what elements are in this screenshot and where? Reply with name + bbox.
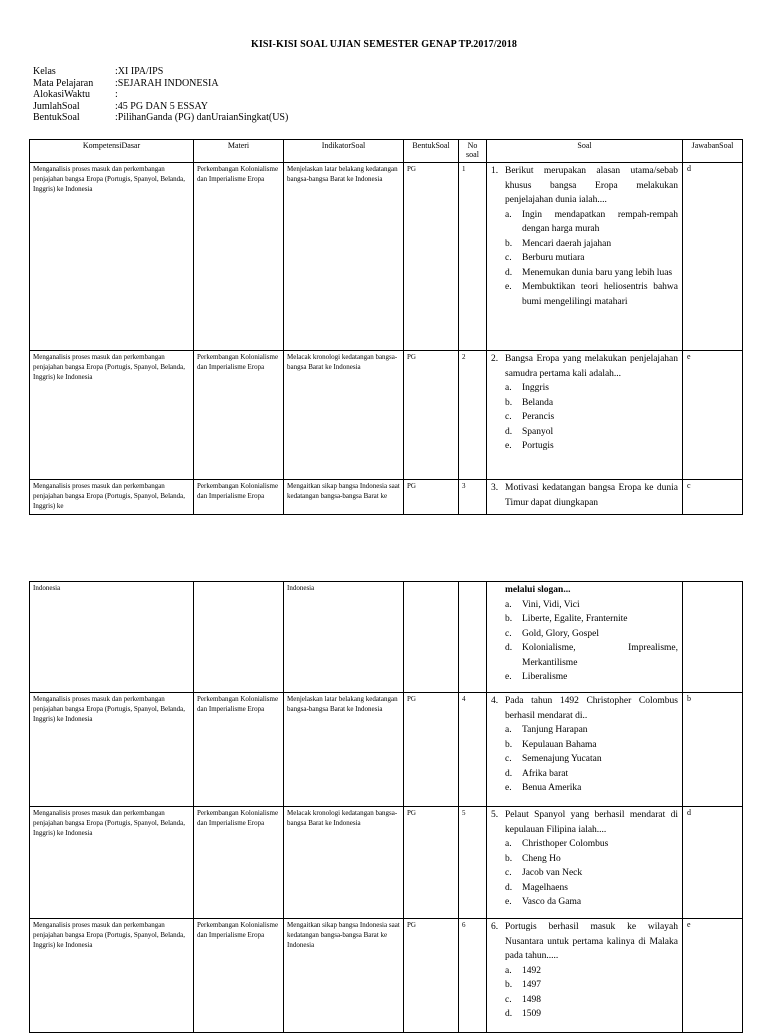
option	[491, 852, 678, 867]
option-letter: a.	[505, 725, 512, 735]
option-letter: c.	[505, 412, 512, 422]
option-letter: e.	[505, 897, 512, 907]
soal-cell	[487, 480, 683, 515]
option-letter: a.	[505, 209, 512, 220]
table-row	[30, 480, 743, 515]
option	[491, 978, 678, 993]
option-letter: c.	[505, 628, 512, 639]
option-letter: a.	[505, 383, 512, 393]
question-text: Pelaut Spanyol yang berhasil mendarat di kepulauan Filipina ialah....	[505, 810, 678, 835]
option-text: Belanda	[522, 397, 554, 408]
option	[491, 881, 678, 896]
option-text: Vasco da Gama	[522, 897, 582, 907]
option	[491, 993, 678, 1008]
option-letter: e.	[505, 441, 512, 451]
question-text: Portugis berhasil masuk ke wilayah Nusantara untuk pertama kalinya di Malaka pada tahun.....	[505, 922, 678, 961]
meta-value: :	[115, 89, 118, 100]
materi-cell	[194, 582, 284, 693]
option-text: Liberalisme	[522, 672, 568, 682]
indikator-cell	[284, 480, 404, 515]
question-number: 6.	[491, 922, 499, 932]
kompetensi-dasar-cell	[30, 480, 194, 515]
option-text: Liberte, Egalite, Franternite	[522, 614, 628, 624]
soal-cell	[487, 919, 683, 1033]
option	[491, 641, 678, 670]
option	[491, 425, 678, 440]
option	[491, 381, 678, 396]
option-text: Gold, Glory, Gospel	[522, 628, 599, 639]
table-row	[30, 163, 743, 351]
option-letter: d.	[505, 643, 513, 653]
question-number: 1.	[491, 166, 499, 176]
option	[491, 237, 678, 252]
bentuk-soal-cell: PG	[404, 351, 459, 480]
option-letter: b.	[505, 980, 513, 990]
meta-value: :45 PG DAN 5 ESSAY	[115, 100, 208, 112]
option	[491, 837, 678, 852]
question	[491, 808, 678, 837]
meta-value: :XI IPA/IPS	[115, 66, 164, 77]
question	[491, 481, 678, 510]
header-indikator-soal: IndikatorSoal	[284, 140, 404, 163]
option-letter: b.	[505, 397, 513, 408]
kompetensi-dasar-cell: Menganalisis proses masuk dan perkembangan penjajahan bangsa Eropa (Portugis, Spanyol, Belanda, Inggris) ke Indonesia	[30, 351, 194, 480]
materi-cell: Perkembangan Kolonialisme dan Imperialisme Eropa	[194, 807, 284, 919]
indikator-cell: Mengaitkan sikap bangsa Indonesia saat kedatangan bangsa-bangsa Barat ke Indonesia	[284, 919, 404, 1033]
option-letter: c.	[505, 994, 512, 1005]
option-letter: d.	[505, 426, 513, 437]
table-row-continuation	[30, 582, 743, 693]
no-soal-cell: 4	[459, 693, 487, 807]
option-text: Perancis	[522, 412, 555, 422]
bentuk-soal-cell: PG	[404, 480, 459, 515]
indikator-cell: Melacak kronologi kedatangan bangsa-bangsa Barat ke Indonesia	[284, 807, 404, 919]
jawaban-cell: d	[683, 807, 743, 919]
jawaban-cell	[683, 582, 743, 693]
option-text: Membuktikan teori heliosentris bahwa bumi mengelilingi matahari	[522, 282, 678, 307]
question-text: Berikut merupakan alasan utama/sebab khusus bangsa Eropa melakukan penjelajahan dunia ialah....	[505, 166, 678, 205]
option	[491, 410, 678, 425]
table-row	[30, 807, 743, 919]
option	[491, 738, 678, 753]
option-text: Ingin mendapatkan rempah-rempah dengan harga murah	[522, 209, 678, 234]
bentuk-soal-cell: PG	[404, 163, 459, 351]
option-text: 1497	[522, 980, 541, 990]
bentuk-soal-cell: PG	[404, 807, 459, 919]
option	[491, 627, 678, 642]
table-row	[30, 693, 743, 807]
option-letter: b.	[505, 614, 513, 624]
meta-label: Kelas	[33, 66, 56, 77]
option-letter: d.	[505, 882, 513, 893]
soal-cell	[487, 582, 683, 693]
question-text: Motivasi kedatangan bangsa Eropa ke dunia Timur dapat diungkapan	[505, 483, 678, 508]
soal-cell	[487, 807, 683, 919]
materi-cell: Perkembangan Kolonialisme dan Imperialisme Eropa	[194, 163, 284, 351]
indikator-cell: Menjelaskan latar belakang kedatangan bangsa-bangsa Barat ke Indonesia	[284, 163, 404, 351]
kisi-kisi-table-page-1	[29, 139, 743, 515]
table-row	[30, 351, 743, 480]
option	[491, 752, 678, 767]
bentuk-soal-cell	[404, 582, 459, 693]
meta-label: AlokasiWaktu	[33, 89, 90, 100]
question	[491, 694, 678, 723]
option-text: Jacob van Neck	[522, 868, 583, 878]
bentuk-soal-cell: PG	[404, 693, 459, 807]
option-text: 1498	[522, 994, 541, 1005]
materi-cell	[194, 480, 284, 515]
meta-mata-pelajaran	[33, 78, 288, 90]
option	[491, 1007, 678, 1022]
header-jawaban-soal: JawabanSoal	[683, 140, 743, 163]
question-clip	[491, 481, 678, 512]
kompetensi-dasar-cell: Menganalisis proses masuk dan perkembangan penjajahan bangsa Eropa (Portugis, Spanyol, Belanda, Inggris) ke Indonesia	[30, 693, 194, 807]
header-materi: Materi	[194, 140, 284, 163]
kisi-kisi-table-page-2	[29, 581, 743, 1033]
question-number: 2.	[491, 354, 499, 364]
question-number: 3.	[491, 483, 499, 493]
option-letter: e.	[505, 783, 512, 793]
materi-cell: Perkembangan Kolonialisme dan Imperialisme Eropa	[194, 351, 284, 480]
question-number: 4.	[491, 696, 499, 706]
meta-value: :PilihanGanda (PG) danUraianSingkat(US)	[115, 112, 289, 123]
option-text: Benua Amerika	[522, 783, 582, 793]
indikator-cell: Melacak kronologi kedatangan bangsa-bangsa Barat ke Indonesia	[284, 351, 404, 480]
option	[491, 598, 678, 613]
question-clip	[491, 920, 678, 1030]
question-text: Bangsa Eropa yang melakukan penjelajahan samudra pertama kali adalah...	[505, 354, 678, 379]
option-text: Magelhaens	[522, 882, 568, 893]
jawaban-cell: e	[683, 351, 743, 480]
option	[491, 280, 678, 309]
option-letter: b.	[505, 238, 513, 249]
option-letter: d.	[505, 1009, 513, 1019]
meta-label: Mata Pelajaran	[33, 77, 94, 89]
option-text: Portugis	[522, 441, 554, 451]
option-text: Mencari daerah jajahan	[522, 238, 612, 249]
no-soal-cell: 1	[459, 163, 487, 351]
option-text: Menemukan dunia baru yang lebih luas	[522, 267, 673, 278]
question-number: 5.	[491, 810, 499, 820]
option	[491, 767, 678, 782]
table-row	[30, 919, 743, 1033]
meta-jumlah-soal	[33, 101, 288, 113]
bentuk-soal-cell: PG	[404, 919, 459, 1033]
option-letter: b.	[505, 739, 513, 750]
materi-cell: Perkembangan Kolonialisme dan Imperialisme Eropa	[194, 693, 284, 807]
option	[491, 251, 678, 266]
option	[491, 866, 678, 881]
no-soal-cell: 5	[459, 807, 487, 919]
soal-cell	[487, 351, 683, 480]
meta-value: :SEJARAH INDONESIA	[115, 77, 219, 89]
question-text: Pada tahun 1492 Christopher Colombus berhasil mendarat di..	[505, 696, 678, 721]
meta-bentuk-soal	[33, 112, 288, 124]
option-text: Semenajung Yucatan	[522, 754, 602, 764]
option-text: Tanjung Harapan	[522, 725, 588, 735]
document-meta	[33, 66, 288, 124]
option-letter: a.	[505, 839, 512, 849]
soal-cell	[487, 163, 683, 351]
option-text: Inggris	[522, 383, 549, 393]
option-text: Afrika barat	[522, 768, 569, 779]
materi-cell: Perkembangan Kolonialisme dan Imperialisme Eropa	[194, 919, 284, 1033]
option	[491, 266, 678, 281]
option-letter: c.	[505, 754, 512, 764]
option	[491, 723, 678, 738]
option-text: Berburu mutiara	[522, 253, 585, 263]
jawaban-cell: d	[683, 163, 743, 351]
option-text: Spanyol	[522, 426, 554, 437]
header-kompetensi-dasar: KompetensiDasar	[30, 140, 194, 163]
option-letter: d.	[505, 267, 513, 278]
option-text: Kepulauan Bahama	[522, 739, 597, 750]
materi-text: Perkembangan Kolonialisme dan Imperialisme Eropa	[197, 482, 279, 500]
option-letter: a.	[505, 599, 512, 610]
option	[491, 781, 678, 796]
indikator-cell: Menjelaskan latar belakang kedatangan bangsa-bangsa Barat ke Indonesia	[284, 693, 404, 807]
meta-label: JumlahSoal	[33, 100, 80, 112]
kompetensi-dasar-cell: Menganalisis proses masuk dan perkembangan penjajahan bangsa Eropa (Portugis, Spanyol, Belanda, Inggris) ke Indonesia	[30, 919, 194, 1033]
option-letter: b.	[505, 853, 513, 864]
option	[491, 396, 678, 411]
option-text: Cheng Ho	[522, 853, 561, 864]
option-letter: e.	[505, 282, 512, 292]
kompetensi-dasar-cell: Menganalisis proses masuk dan perkembangan penjajahan bangsa Eropa (Portugis, Spanyol, Belanda, Inggris) ke Indonesia	[30, 807, 194, 919]
jawaban-cell: e	[683, 919, 743, 1033]
meta-alokasi-waktu	[33, 89, 288, 101]
table-header-row	[30, 140, 743, 163]
kompetensi-dasar-cell: Indonesia	[30, 582, 194, 693]
option-text: 1492	[522, 965, 541, 976]
jawaban-cell: c	[683, 480, 743, 515]
question-tail: melalui slogan...	[505, 585, 571, 595]
option-text: 1509	[522, 1009, 541, 1019]
header-soal: Soal	[487, 140, 683, 163]
option	[491, 208, 678, 237]
document-title: KISI-KISI SOAL UJIAN SEMESTER GENAP TP.2017/2018	[251, 39, 517, 50]
option-text: Vini, Vidi, Vici	[522, 599, 580, 610]
option	[491, 439, 678, 454]
option	[491, 964, 678, 979]
question	[491, 352, 678, 381]
option-text: Christhoper Colombus	[522, 839, 609, 849]
meta-label: BentukSoal	[33, 112, 80, 123]
jawaban-cell: b	[683, 693, 743, 807]
soal-cell	[487, 693, 683, 807]
option-letter: a.	[505, 965, 512, 976]
no-soal-cell	[459, 582, 487, 693]
option-letter: c.	[505, 868, 512, 878]
question	[491, 164, 678, 208]
indikator-cell: Indonesia	[284, 582, 404, 693]
no-soal-cell: 3	[459, 480, 487, 515]
kompetensi-dasar-cell: Menganalisis proses masuk dan perkembangan penjajahan bangsa Eropa (Portugis, Spanyol, Belanda, Inggris) ke Indonesia	[30, 163, 194, 351]
option	[491, 895, 678, 910]
option	[491, 670, 678, 685]
question	[491, 920, 678, 964]
option-letter: d.	[505, 768, 513, 779]
kompetensi-dasar-text: Menganalisis proses masuk dan perkembangan penjajahan bangsa Eropa (Portugis, Spanyol, Belanda, Inggris) ke	[33, 482, 186, 510]
no-soal-cell: 6	[459, 919, 487, 1033]
indikator-text: Mengaitkan sikap bangsa Indonesia saat kedatangan bangsa-bangsa Barat ke	[287, 482, 400, 500]
no-soal-cell: 2	[459, 351, 487, 480]
meta-kelas	[33, 66, 288, 78]
option-text: Kolonialisme, Imprealisme, Merkantilisme	[522, 643, 678, 668]
header-no-soal: No soal	[459, 140, 487, 163]
header-bentuk-soal: BentukSoal	[404, 140, 459, 163]
option-letter: c.	[505, 253, 512, 263]
option	[491, 612, 678, 627]
option-letter: e.	[505, 672, 512, 682]
